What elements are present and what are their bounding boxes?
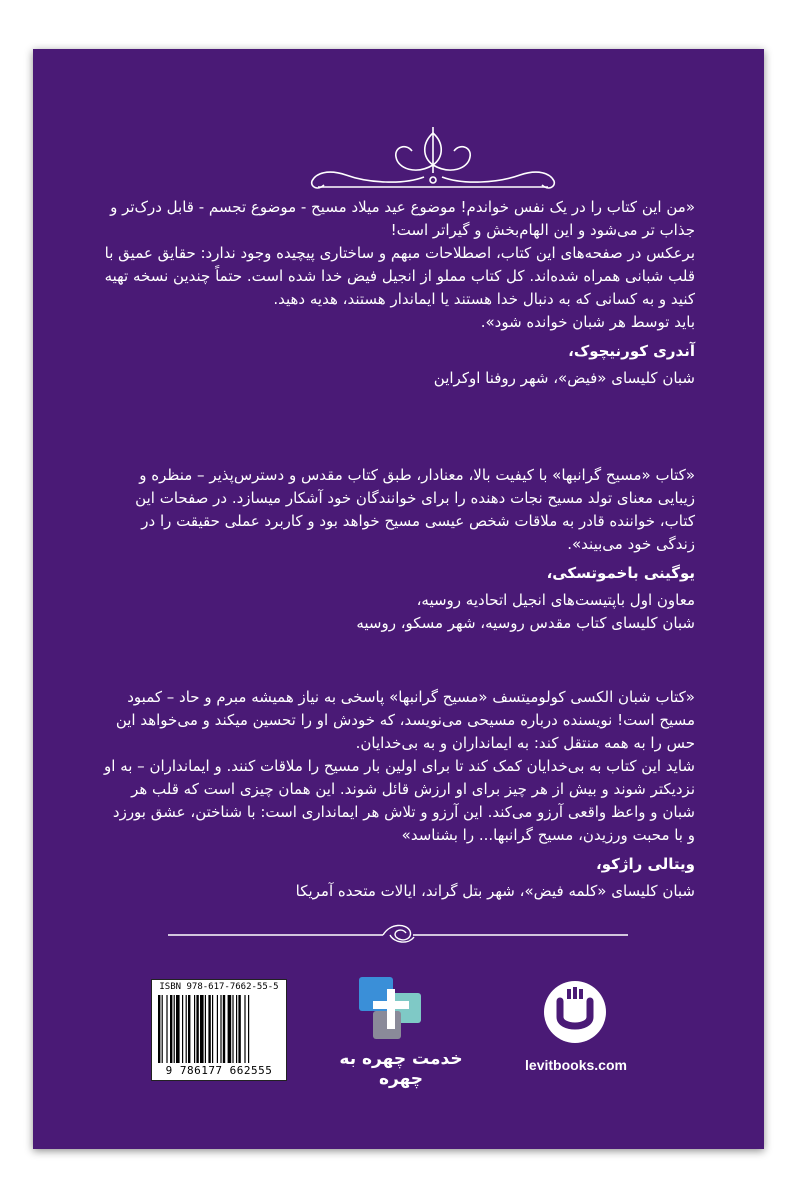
review-author: آندری کورنیچوک، <box>568 342 695 360</box>
divider-flourish-ornament <box>158 917 638 947</box>
barcode-image <box>158 995 280 1063</box>
review-author-role: شبان کلیسای «کلمه فیض»، شهر بتل گراند، ایالات متحده آمریکا <box>295 882 695 900</box>
review-author-role: شبان کلیسای «فیض»، شهر روفنا اوکراین <box>433 369 695 387</box>
face-to-face-label: خدمت چهره به چهره <box>339 1049 463 1089</box>
top-flourish-ornament <box>298 125 568 195</box>
review-paragraph: شاید این کتاب به بی‌خدایان کمک کند تا برای اولین بار مسیح را ملاقات کنند. و ایمانداران – به او نزدیکتر شوند و بیش از هر چیز برای او ارزش قائل شوند. این همان چیزی است که قلب هر شبان و واعظ واقعی آرزو می‌کند. این آرزو و تلاش هر ایمانداری است: با شناختن، عشق بورزد و با محبت ورزیدن، مسیح گرانبها... را بشناسد» <box>104 757 695 844</box>
review-author-role: معاون اول باپتیست‌های انجیل اتحادیه روسیه، <box>416 591 695 609</box>
review-paragraph: برعکس در صفحه‌های این کتاب، اصطلاحات مبهم و ساختاری پیچیده وجود ندارد: حقایق عمیق با قلب شبانی همراه شده‌اند. کل کتاب مملو از انجیل فیض خدا شده است. حتماً چندین نسخه تهیه کنید و به کسانی که به دنبال خدا هستند یا ایماندار هستند، هدیه دهید. <box>104 244 695 308</box>
review-author: ویتالی راژکو، <box>596 855 695 873</box>
review-bakhmutsky <box>103 464 695 635</box>
levit-books-url: levitbooks.com <box>525 1057 627 1073</box>
review-razko <box>103 686 695 903</box>
review-paragraph: «کتاب «مسیح گرانبها» با کیفیت بالا، معنادار، طبق کتاب مقدس و دسترس‌پذیر – منظره و زیبایی معنای تولد مسیح نجات دهنده را برای خوانندگان خود آشکار میسازد. در صفحات این کتاب، خواننده قادر به ملاقات شخص عیسی مسیح خواهد بود و کاربرد عملی حقیقت را در زندگی خود می‌بیند». <box>135 466 695 553</box>
face-to-face-logo-icon <box>359 977 423 1041</box>
review-paragraph: «من این کتاب را در یک نفس خواندم! موضوع عید میلاد مسیح - موضوع تجسم - قابل درک‌تر و جذاب تر می‌شود و این الهام‌بخش و گیراتر است! <box>110 198 695 239</box>
isbn-label: ISBN 978-617-7662-55-5 <box>159 982 279 992</box>
isbn-number: 9 786177 662555 <box>165 1064 273 1077</box>
levit-books-logo-icon <box>542 979 608 1045</box>
review-paragraph: باید توسط هر شبان خوانده شود». <box>480 313 695 331</box>
review-paragraph: «کتاب شبان الکسی کولومیتسف «مسیح گرانبها» پاسخی به نیاز همیشه مبرم و حاد – کمبود مسیح است! نویسنده درباره مسیحی می‌نویسد، که خودش او را تحسین میکند و می‌خواهد این حس را به همه منتقل کند: به ایمانداران و به بی‌خدایان. <box>115 688 695 752</box>
isbn-barcode <box>151 979 287 1081</box>
review-author: یوگینی باخموتسکی، <box>546 564 695 582</box>
review-kornichuk <box>103 196 695 390</box>
back-cover <box>33 49 764 1149</box>
review-author-role: شبان کلیسای کتاب مقدس روسیه، شهر مسکو، روسیه <box>356 614 695 632</box>
